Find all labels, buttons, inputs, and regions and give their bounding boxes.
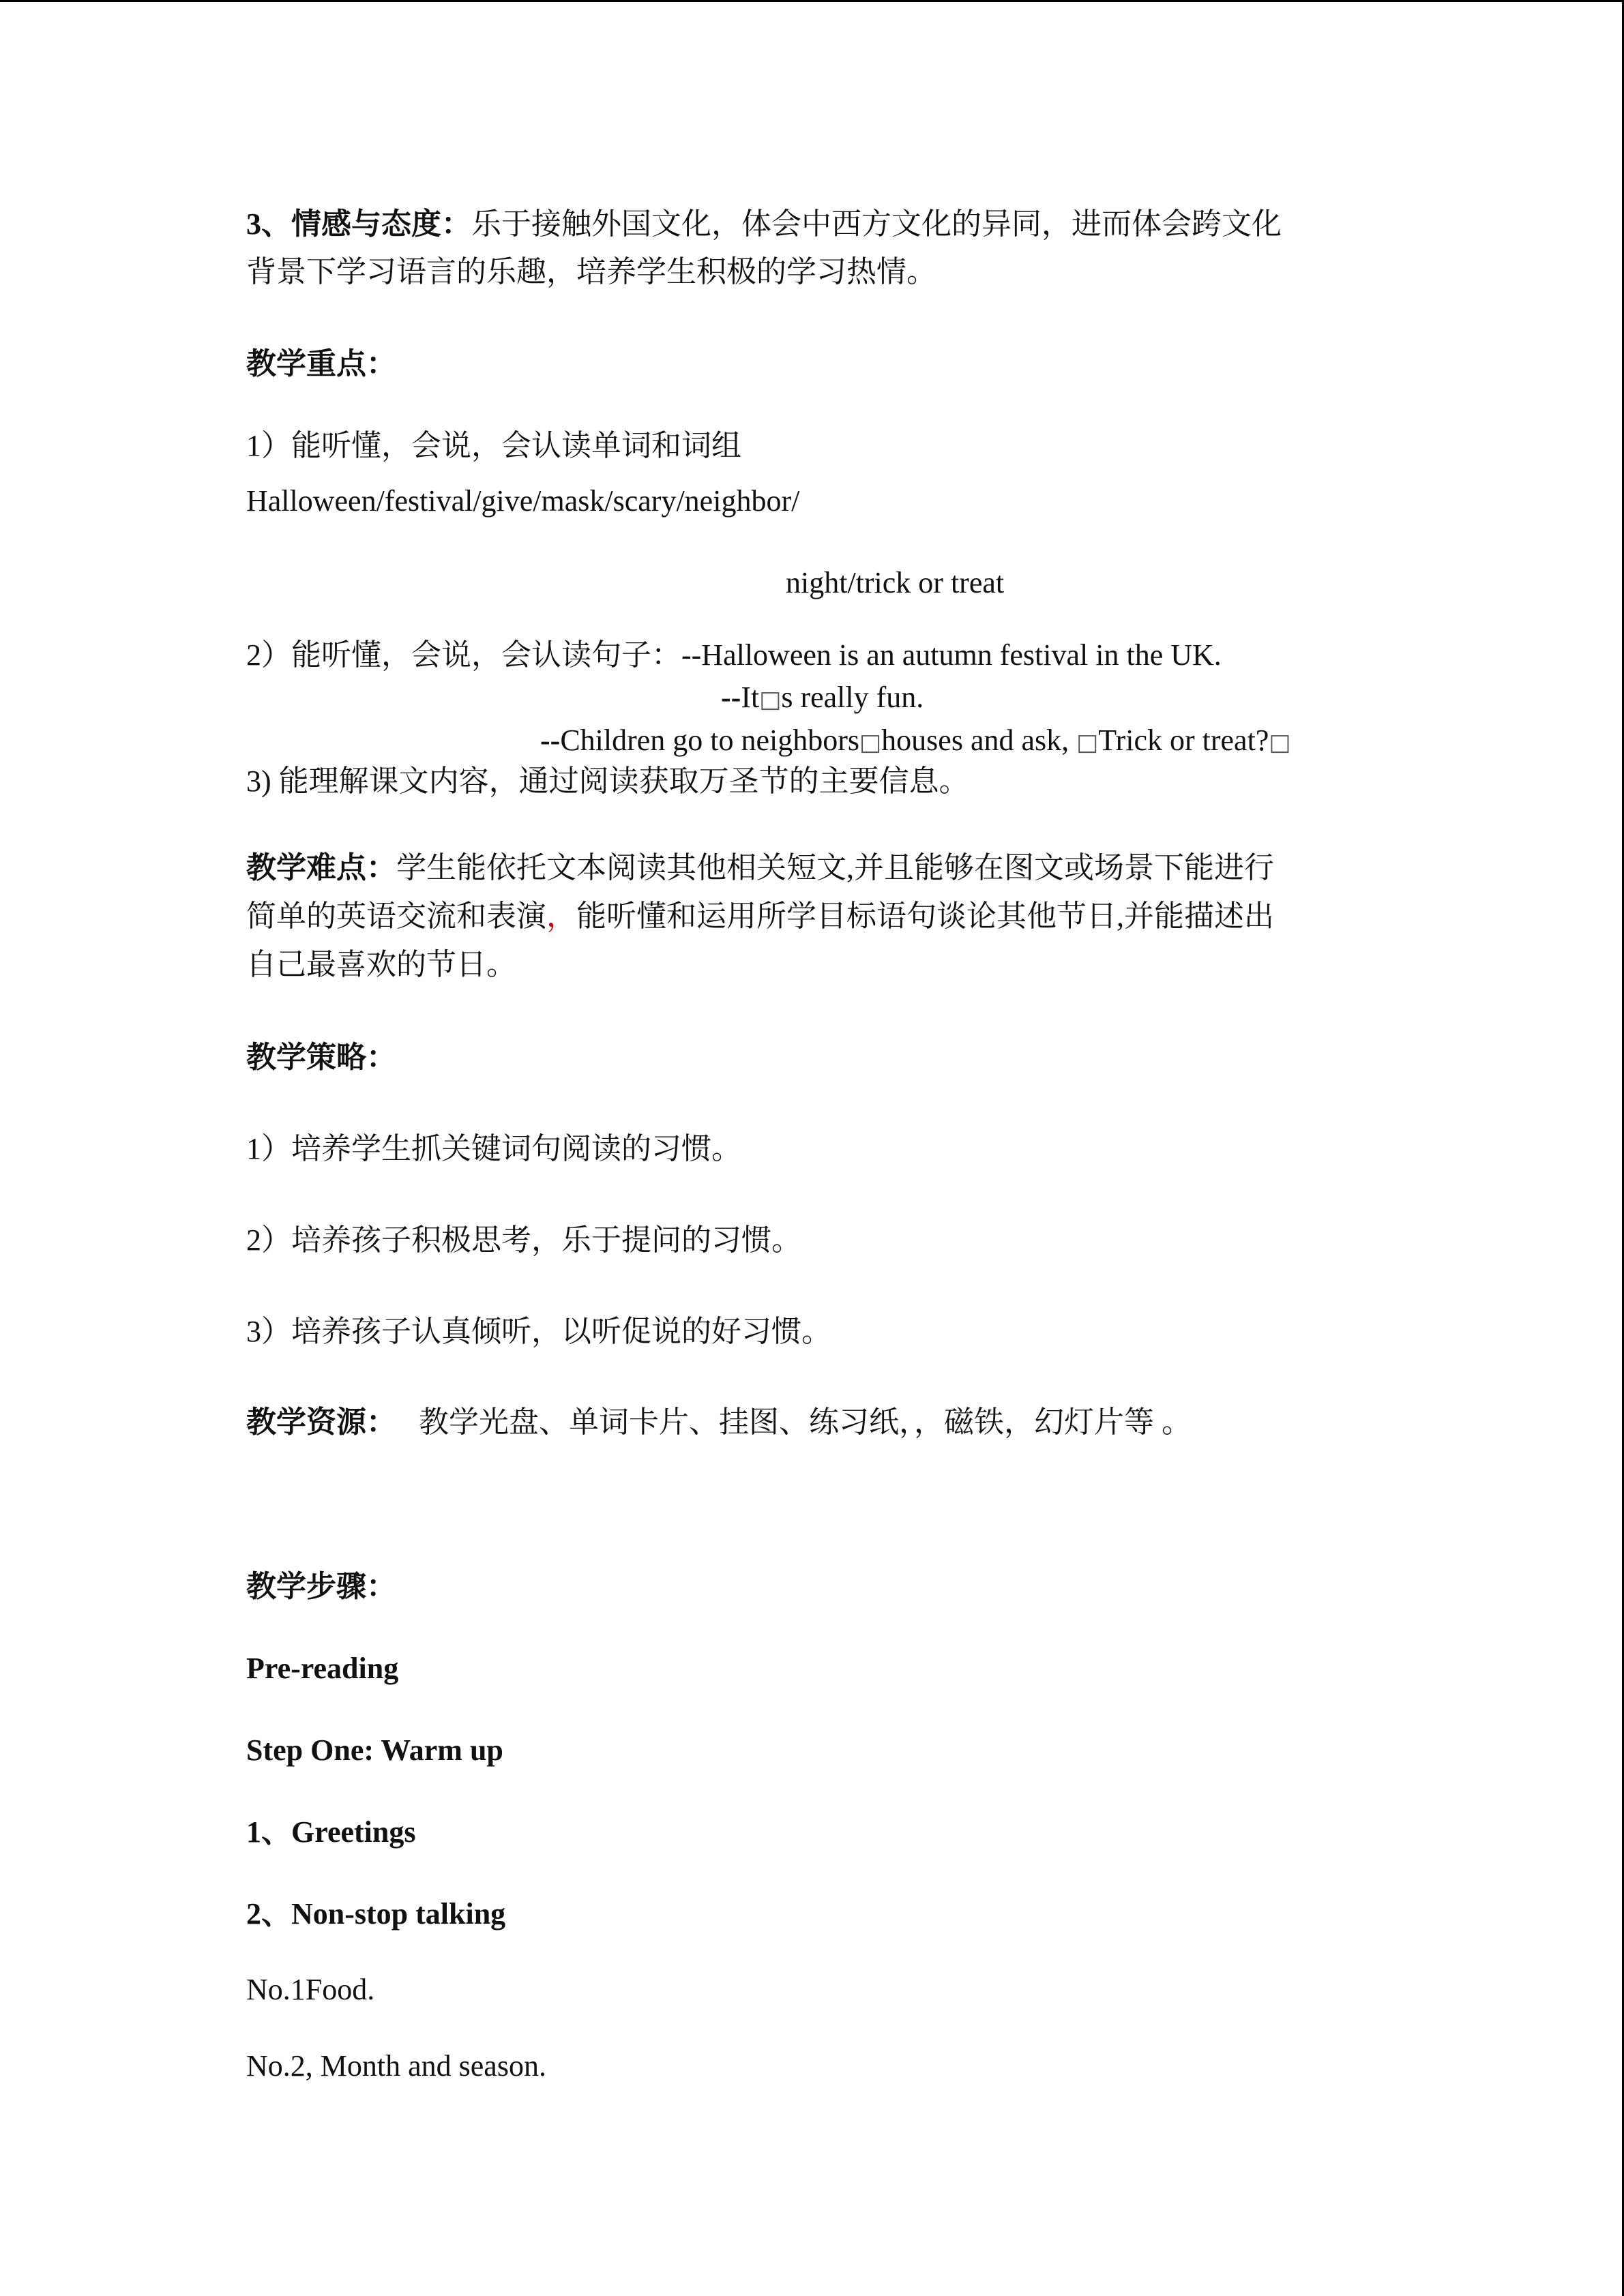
strategy-item-1: 1）培养学生抓关键词句阅读的习惯。 <box>246 1132 741 1165</box>
key-point-1-intro: 1）能听懂，会说，会认读单词和词组 <box>246 429 741 462</box>
talking-topic-1: No.1Food. <box>246 1973 375 2006</box>
key-point-3: 3) 能理解课文内容，通过阅读获取万圣节的主要信息。 <box>246 764 969 798</box>
attitude-label: 3、情感与态度： <box>246 207 471 241</box>
strategy-item-3: 3）培养孩子认真倾听，以听促说的好习惯。 <box>246 1315 831 1348</box>
key-sentence-2 <box>721 676 924 721</box>
missing-glyph: □ <box>859 729 882 756</box>
dash: -- <box>540 724 561 757</box>
step-item-non-stop-talking: 2、Non-stop talking <box>246 1897 506 1930</box>
sentence-part: Children go to neighbors <box>560 724 860 757</box>
resources-line <box>246 1401 1192 1444</box>
talking-topic-2: No.2, Month and season. <box>246 2049 546 2083</box>
page-top-border <box>0 0 1624 2</box>
difficulties-heading: 教学难点： <box>246 851 396 884</box>
missing-glyph: □ <box>759 686 782 713</box>
key-sentence-3 <box>540 719 1290 764</box>
strategy-item-2: 2）培养孩子积极思考，乐于提问的习惯。 <box>246 1223 801 1257</box>
attitude-text-1: 乐于接触外国文化，体会中西方文化的异同，进而体会跨文化 <box>471 207 1282 241</box>
strategy-heading: 教学策略： <box>246 1041 396 1074</box>
key-point-1-words: Halloween/festival/give/mask/scary/neighbor/ <box>246 484 800 518</box>
step-item-greetings: 1、Greetings <box>246 1815 416 1849</box>
step-one-heading: Step One: Warm up <box>246 1733 503 1767</box>
sentence-part: Trick or treat? <box>1098 724 1269 757</box>
difficulties-text-2a: 简单的英语交流和表演 <box>246 899 546 933</box>
sentence-part: s really fun. <box>781 681 924 714</box>
pre-reading-heading: Pre-reading <box>246 1652 399 1685</box>
attitude-line-2: 背景下学习语言的乐趣，培养学生积极的学习热情。 <box>246 255 936 288</box>
key-point-2-line-1 <box>246 633 1222 677</box>
missing-glyph: □ <box>1076 729 1099 756</box>
key-point-2-intro: 2）能听懂，会说，会认读句子： <box>246 638 681 672</box>
steps-heading: 教学步骤： <box>246 1570 396 1603</box>
difficulties-line-2 <box>246 895 1274 938</box>
difficulties-text-2b: 能听懂和运用所学目标语句谈论其他节日,并能描述出 <box>576 899 1274 933</box>
key-sentence-1: --Halloween is an autumn festival in the UK. <box>681 638 1222 672</box>
key-point-1-words-2: night/trick or treat <box>786 566 1005 599</box>
resources-text: 教学光盘、单词卡片、挂图、练习纸，，磁铁，幻灯片等 。 <box>419 1405 1192 1439</box>
key-points-heading: 教学重点： <box>246 347 396 381</box>
attitude-line-1 <box>246 203 1282 246</box>
missing-glyph: □ <box>1269 729 1291 756</box>
resources-heading: 教学资源： <box>246 1405 396 1439</box>
sentence-part: houses and ask, <box>881 724 1077 757</box>
difficulties-line-3: 自己最喜欢的节日。 <box>246 948 516 981</box>
difficulties-text-1: 学生能依托文本阅读其他相关短文,并且能够在图文或场景下能进行 <box>396 851 1274 884</box>
dash: -- <box>721 681 741 714</box>
red-comma: ， <box>546 899 576 933</box>
sentence-part: It <box>741 681 760 714</box>
difficulties-line-1 <box>246 846 1274 890</box>
